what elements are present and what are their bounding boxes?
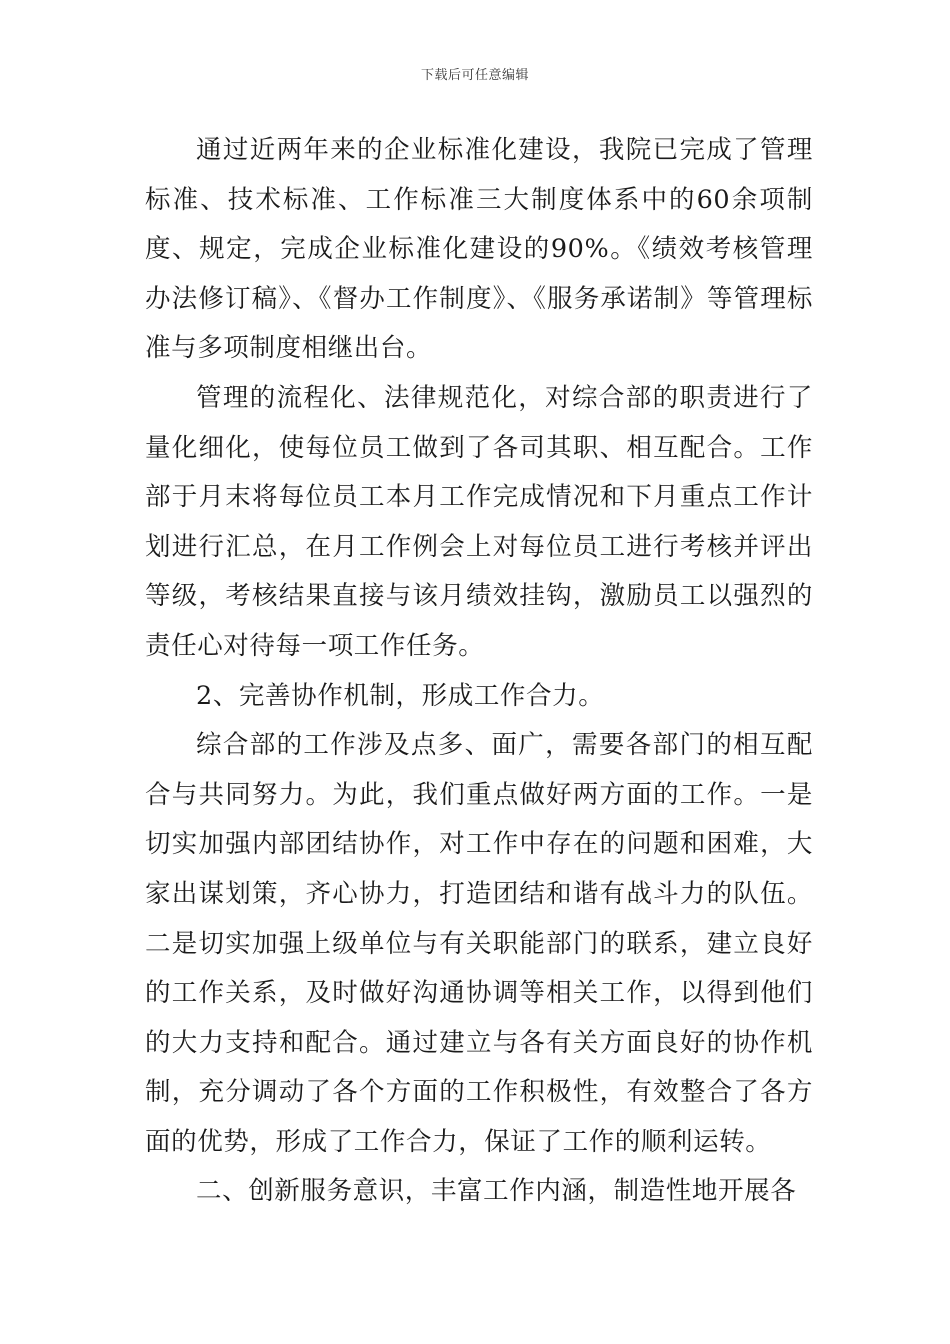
document-body	[145, 126, 813, 1217]
paragraph-heading-innovation: 二、创新服务意识，丰富工作内涵，制造性地开展各	[196, 1176, 797, 1207]
paragraph-cooperation-detail: 综合部的工作涉及点多、面广，需要各部门的相互配合与共同努力。为此，我们重点做好两方面的工作。一是切实加强内部团结协作，对工作中存在的问题和困难，大家出谋划策，齐心协力，打造团结和谐有战斗力的队伍。二是切实加强上级单位与有关职能部门的联系，建立良好的工作关系，及时做好沟通协调等相关工作，以得到他们的大力支持和配合。通过建立与各有关方面良好的协作机制，充分调动了各个方面的工作积极性，有效整合了各方面的优势，形成了工作合力，保证了工作的顺利运转。	[145, 730, 813, 1157]
page-header: 下载后可任意编辑	[420, 68, 529, 83]
paragraph-standardization: 通过近两年来的企业标准化建设，我院已完成了管理标准、技术标准、工作标准三大制度体系中的60余项制度、规定，完成企业标准化建设的90%。《绩效考核管理办法修订稿》、《督办工作制度》、《服务承诺制》等管理标准与多项制度相继出台。	[145, 135, 813, 364]
paragraph-process-management: 管理的流程化、法律规范化，对综合部的职责进行了量化细化，使每位员工做到了各司其职、相互配合。工作部于月末将每位员工本月工作完成情况和下月重点工作计划进行汇总，在月工作例会上对每位员工进行考核并评出等级，考核结果直接与该月绩效挂钩，激励员工以强烈的责任心对待每一项工作任务。	[145, 382, 813, 661]
paragraph-heading-cooperation: 2、完善协作机制，形成工作合力。	[196, 680, 605, 711]
